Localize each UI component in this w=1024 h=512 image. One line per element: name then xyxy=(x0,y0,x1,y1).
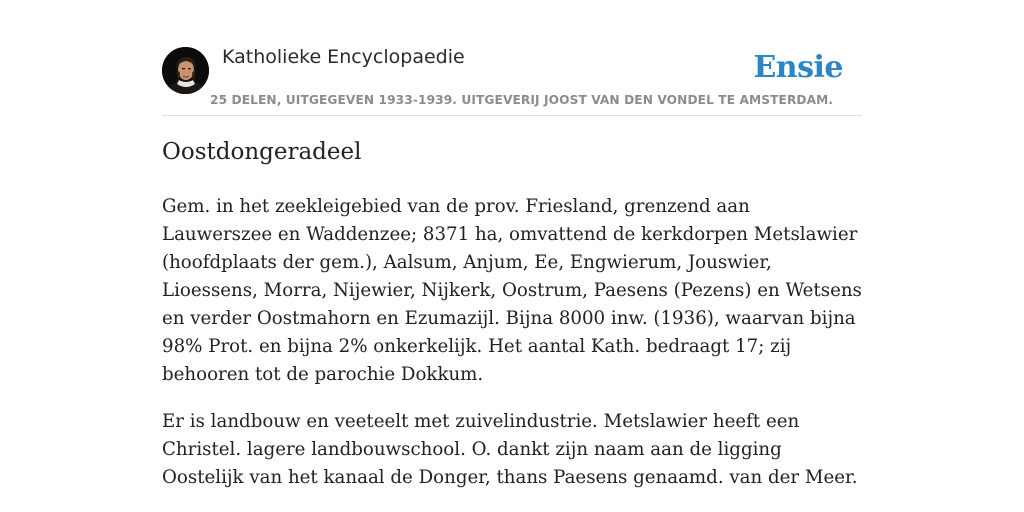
publication-title[interactable]: Katholieke Encyclopaedie xyxy=(222,46,465,68)
article-card xyxy=(162,44,862,488)
entry-title: Oostdongeradeel xyxy=(162,139,362,165)
ensie-logo-link[interactable]: Ensie xyxy=(753,50,843,85)
entry-paragraph: Gem. in het zeekleigebied van de prov. Friesland, grenzend aan Lauwerszee en Waddenzee; 8371 ha, omvattend de kerkdorpen Metslawier (hoofdplaats der gem.), Aalsum, Anjum, Ee, Engwierum, Jouswier, Lioessens, Morra, Nijewier, Nijkerk, Oostrum, Paesens (Pezens) en Wetsens en verder Oostmahorn en Ezumazijl. Bijna 8000 inw. (1936), waarvan bijna 98% Prot. en bijna 2% onkerkelijk. Het aantal Kath. bedraagt 17; zij behooren tot de parochie Dokkum. xyxy=(162,196,862,385)
entry-paragraph: Er is landbouw en veeteelt met zuivelindustrie. Metslawier heeft een Christel. lagere landbouwschool. O. dankt zijn naam aan de ligging Oostelijk van het kanaal de Donger, thans Paesens genaamd. van der Meer. xyxy=(162,411,858,488)
publication-subtitle: 25 DELEN, UITGEGEVEN 1933-1939. UITGEVERIJ JOOST VAN DEN VONDEL TE AMSTERDAM. xyxy=(210,93,834,107)
entry-body xyxy=(162,193,862,511)
publication-header xyxy=(162,44,862,116)
portrait-avatar-icon[interactable] xyxy=(162,47,209,94)
